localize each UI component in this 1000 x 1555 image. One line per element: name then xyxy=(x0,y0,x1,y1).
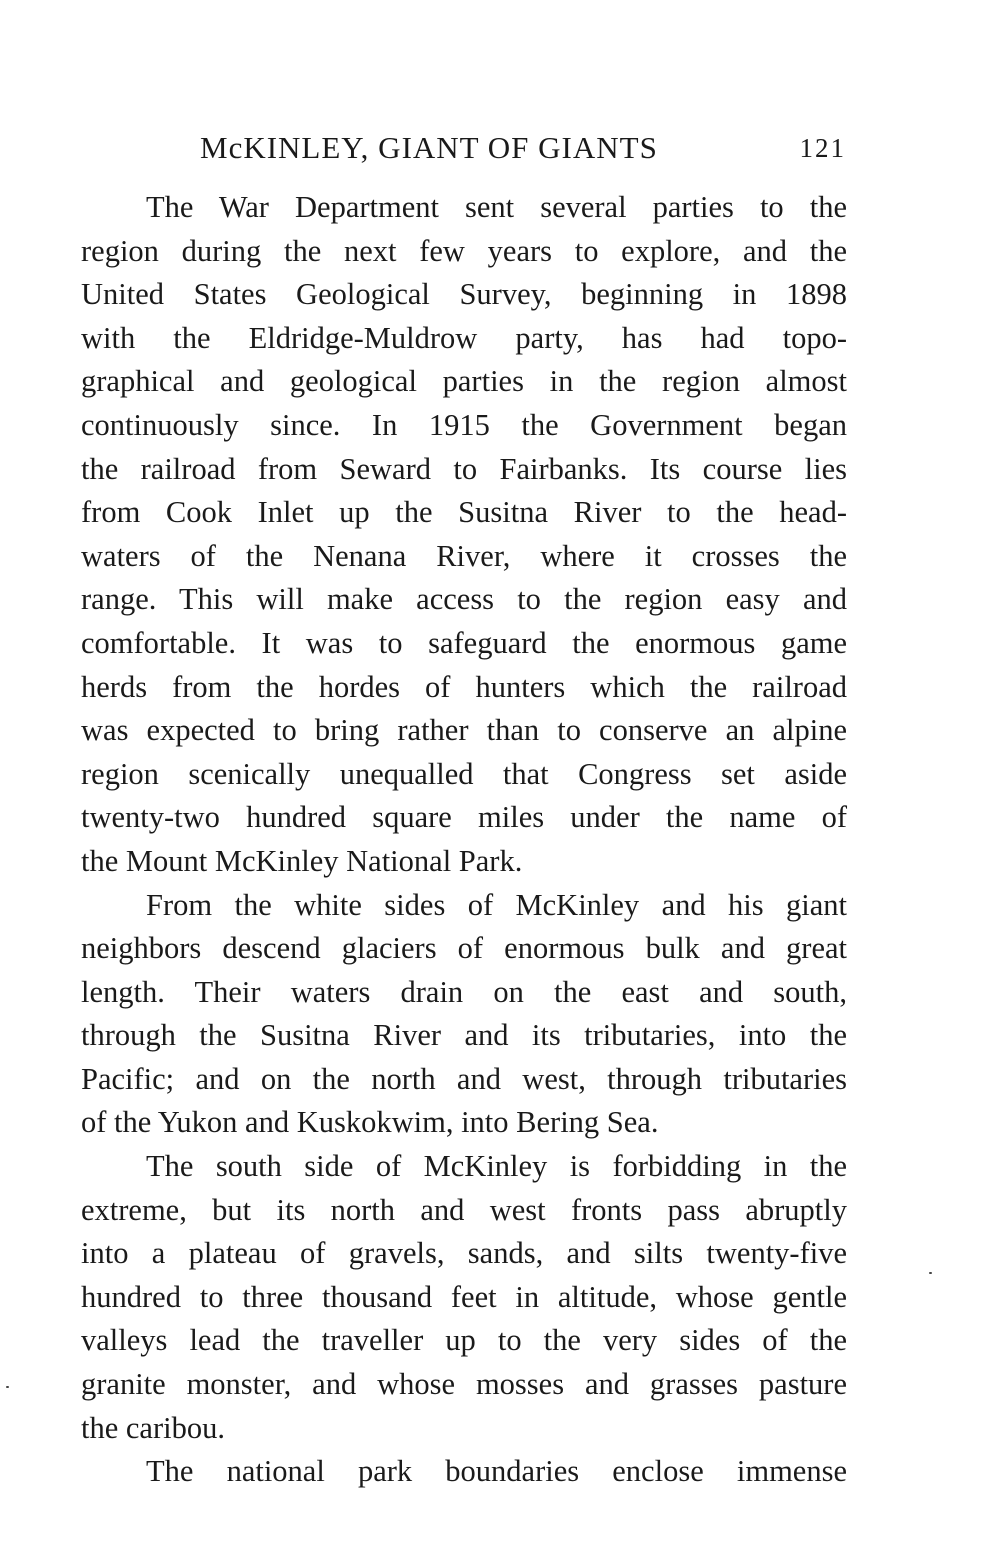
text-line: region scenically unequalled that Congress set aside xyxy=(81,756,847,791)
text-line: Pacific; and on the north and west, through tributaries xyxy=(81,1061,847,1096)
text-line: waters of the Nenana River, where it crosses the xyxy=(81,538,847,573)
text-line: The War Department sent several parties to the xyxy=(146,190,847,224)
text-line: of the Yukon and Kuskokwim, into Bering Sea. xyxy=(81,1105,659,1140)
body-text xyxy=(81,186,847,1494)
text-line: the caribou. xyxy=(81,1410,225,1445)
page-number: 121 xyxy=(799,133,846,163)
text-line: from Cook Inlet up the Susitna River to the head- xyxy=(81,495,847,530)
text-line: graphical and geological parties in the region almost xyxy=(81,364,847,399)
text-line: continuously since. In 1915 the Government began xyxy=(81,407,847,442)
text-line: comfortable. It was to safeguard the enormous game xyxy=(81,625,847,660)
running-title: McKINLEY, GIANT OF GIANTS xyxy=(200,130,658,165)
text-line: The south side of McKinley is forbidding in the xyxy=(146,1149,847,1184)
running-head xyxy=(200,128,850,168)
scan-speck xyxy=(929,1272,932,1274)
text-line: the railroad from Seward to Fairbanks. Its course lies xyxy=(81,451,847,486)
text-line: the Mount McKinley National Park. xyxy=(81,843,523,878)
text-line: granite monster, and whose mosses and grasses pasture xyxy=(81,1367,847,1402)
text-line: herds from the hordes of hunters which the railroad xyxy=(81,669,847,704)
text-line: The national park boundaries enclose immense xyxy=(146,1454,847,1489)
text-line: valleys lead the traveller up to the very sides of the xyxy=(81,1323,847,1358)
text-line: United States Geological Survey, beginning in 1898 xyxy=(81,277,847,312)
text-line: range. This will make access to the region easy and xyxy=(81,582,847,617)
text-line: was expected to bring rather than to conserve an alpine xyxy=(81,713,847,748)
text-line: extreme, but its north and west fronts pass abruptly xyxy=(81,1192,847,1227)
text-line: region during the next few years to explore, and the xyxy=(81,233,847,268)
text-line: twenty-two hundred square miles under the name of xyxy=(81,800,847,835)
text-line: length. Their waters drain on the east and south, xyxy=(81,974,847,1009)
text-line: with the Eldridge-Muldrow party, has had topo- xyxy=(81,320,847,355)
text-line: hundred to three thousand feet in altitude, whose gentle xyxy=(81,1279,847,1314)
text-line: From the white sides of McKinley and his giant xyxy=(146,887,847,922)
scan-speck xyxy=(6,1386,9,1388)
text-line: neighbors descend glaciers of enormous bulk and great xyxy=(81,931,847,966)
text-line: into a plateau of gravels, sands, and silts twenty-five xyxy=(81,1236,847,1271)
text-line: through the Susitna River and its tributaries, into the xyxy=(81,1018,847,1053)
